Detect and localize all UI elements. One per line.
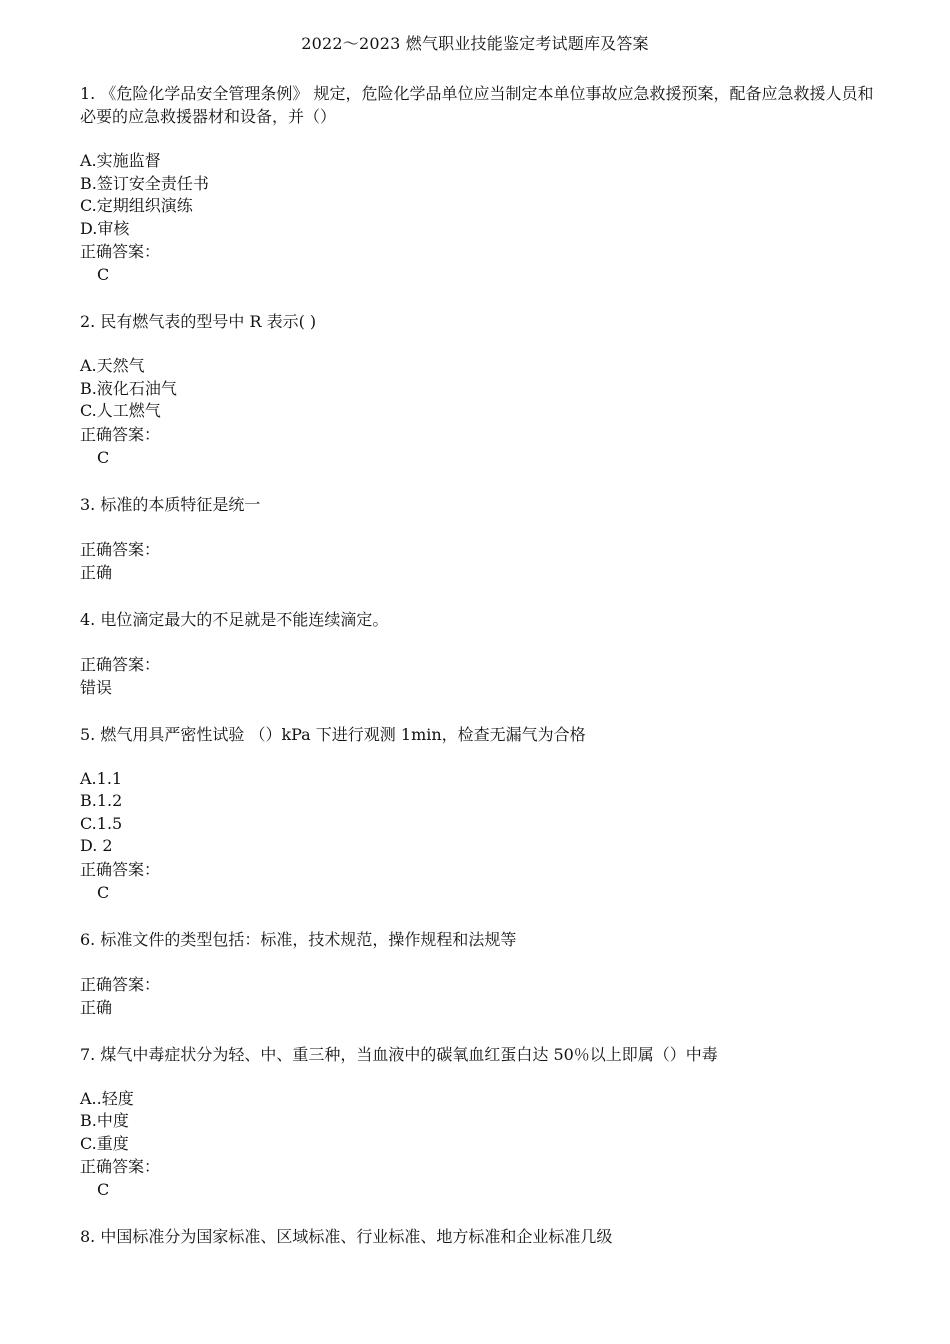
option-c: C.人工燃气 bbox=[80, 401, 161, 420]
answer-label: 正确答案： bbox=[80, 242, 161, 261]
option-list bbox=[80, 768, 880, 858]
option-c: C.重度 bbox=[80, 1133, 129, 1153]
option-list bbox=[80, 150, 880, 240]
answer-value: C bbox=[97, 447, 110, 467]
option-d: D. 2 bbox=[80, 836, 113, 855]
option-list bbox=[80, 355, 880, 423]
question-4 bbox=[80, 608, 880, 699]
question-5 bbox=[80, 723, 880, 904]
answer-value: C bbox=[97, 265, 110, 284]
question-text: 1. 《危险化学品安全管理条例》 规定，危险化学品单位应当制定本单位事故应急救援预案，配备应急救援人员和必要的应急救援器材和设备，并（） bbox=[80, 84, 874, 126]
option-a: A.天然气 bbox=[80, 356, 145, 375]
answer-label: 正确答案： bbox=[80, 974, 161, 994]
question-8 bbox=[80, 1225, 880, 1248]
answer-label: 正确答案： bbox=[80, 1157, 161, 1176]
option-c: C.1.5 bbox=[80, 813, 123, 833]
question-text: 2. 民有燃气表的型号中 R 表示( ) bbox=[80, 312, 317, 331]
option-a: A.实施监督 bbox=[80, 151, 161, 170]
answer-value: C bbox=[97, 1180, 110, 1199]
option-c: C.定期组织演练 bbox=[80, 196, 193, 215]
question-7 bbox=[80, 1043, 880, 1202]
answer-value: 正确 bbox=[80, 562, 113, 582]
option-b: B.中度 bbox=[80, 1111, 129, 1130]
question-2 bbox=[80, 310, 880, 469]
question-text: 8. 中国标准分为国家标准、区域标准、行业标准、地方标准和企业标准几级 bbox=[80, 1227, 613, 1246]
question-text: 3. 标准的本质特征是统一 bbox=[80, 494, 261, 514]
question-text: 7. 煤气中毒症状分为轻、中、重三种，当血液中的碳氧血红蛋白达 50％以上即属（）中毒 bbox=[80, 1044, 718, 1064]
option-a: A..轻度 bbox=[80, 1088, 134, 1108]
question-text: 4. 电位滴定最大的不足就是不能连续滴定。 bbox=[80, 609, 389, 629]
question-text: 6. 标准文件的类型包括：标准，技术规范，操作规程和法规等 bbox=[80, 929, 517, 949]
answer-value: 正确 bbox=[80, 997, 113, 1017]
question-list bbox=[80, 82, 880, 1270]
answer-value: C bbox=[97, 882, 110, 902]
question-text: 5. 燃气用具严密性试验 （）kPa 下进行观测 1min，检查无漏气为合格 bbox=[80, 724, 586, 744]
answer-label: 正确答案： bbox=[80, 654, 161, 674]
option-b: B.1.2 bbox=[80, 791, 123, 810]
answer-value: 错误 bbox=[80, 677, 113, 697]
answer-label: 正确答案： bbox=[80, 539, 161, 559]
question-6 bbox=[80, 928, 880, 1019]
option-list bbox=[80, 1088, 880, 1156]
option-a: A.1.1 bbox=[80, 768, 123, 788]
option-d: D.审核 bbox=[80, 218, 130, 238]
answer-label: 正确答案： bbox=[80, 424, 161, 444]
question-1 bbox=[80, 82, 880, 286]
question-3 bbox=[80, 493, 880, 584]
option-b: B.签订安全责任书 bbox=[80, 173, 209, 193]
option-b: B.液化石油气 bbox=[80, 378, 177, 398]
document-title: 2022～2023 燃气职业技能鉴定考试题库及答案 bbox=[301, 34, 649, 53]
answer-label: 正确答案： bbox=[80, 859, 161, 879]
